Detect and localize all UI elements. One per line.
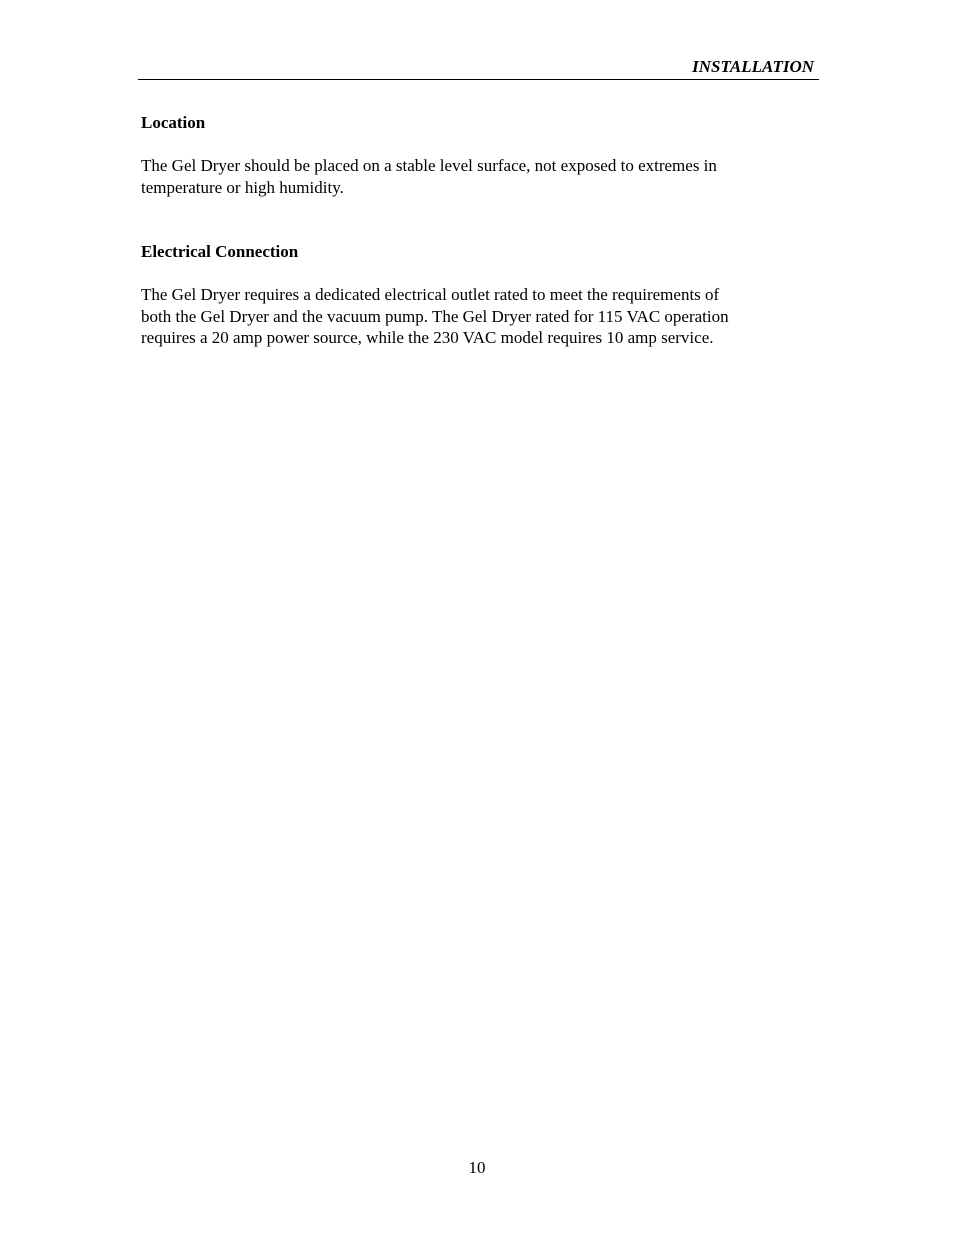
page-number: 10 [468,1158,486,1177]
electrical-line-3: requires a 20 amp power source, while the 230 VAC model requires 10 amp service. [141,328,714,347]
location-line-2: temperature or high humidity. [141,177,344,197]
location-heading: Location [141,113,206,132]
header-title: INSTALLATION [692,57,814,76]
electrical-connection-heading: Electrical Connection [141,242,299,261]
electrical-line-1: The Gel Dryer requires a dedicated electrical outlet rated to meet the requirements of [141,285,720,304]
electrical-connection-paragraph [141,284,811,349]
electrical-line-2: both the Gel Dryer and the vacuum pump. The Gel Dryer rated for 115 VAC operation [141,306,729,326]
location-line-1: The Gel Dryer should be placed on a stable level surface, not exposed to extremes in [141,156,717,175]
location-paragraph [141,155,811,198]
header-rule [138,79,819,80]
